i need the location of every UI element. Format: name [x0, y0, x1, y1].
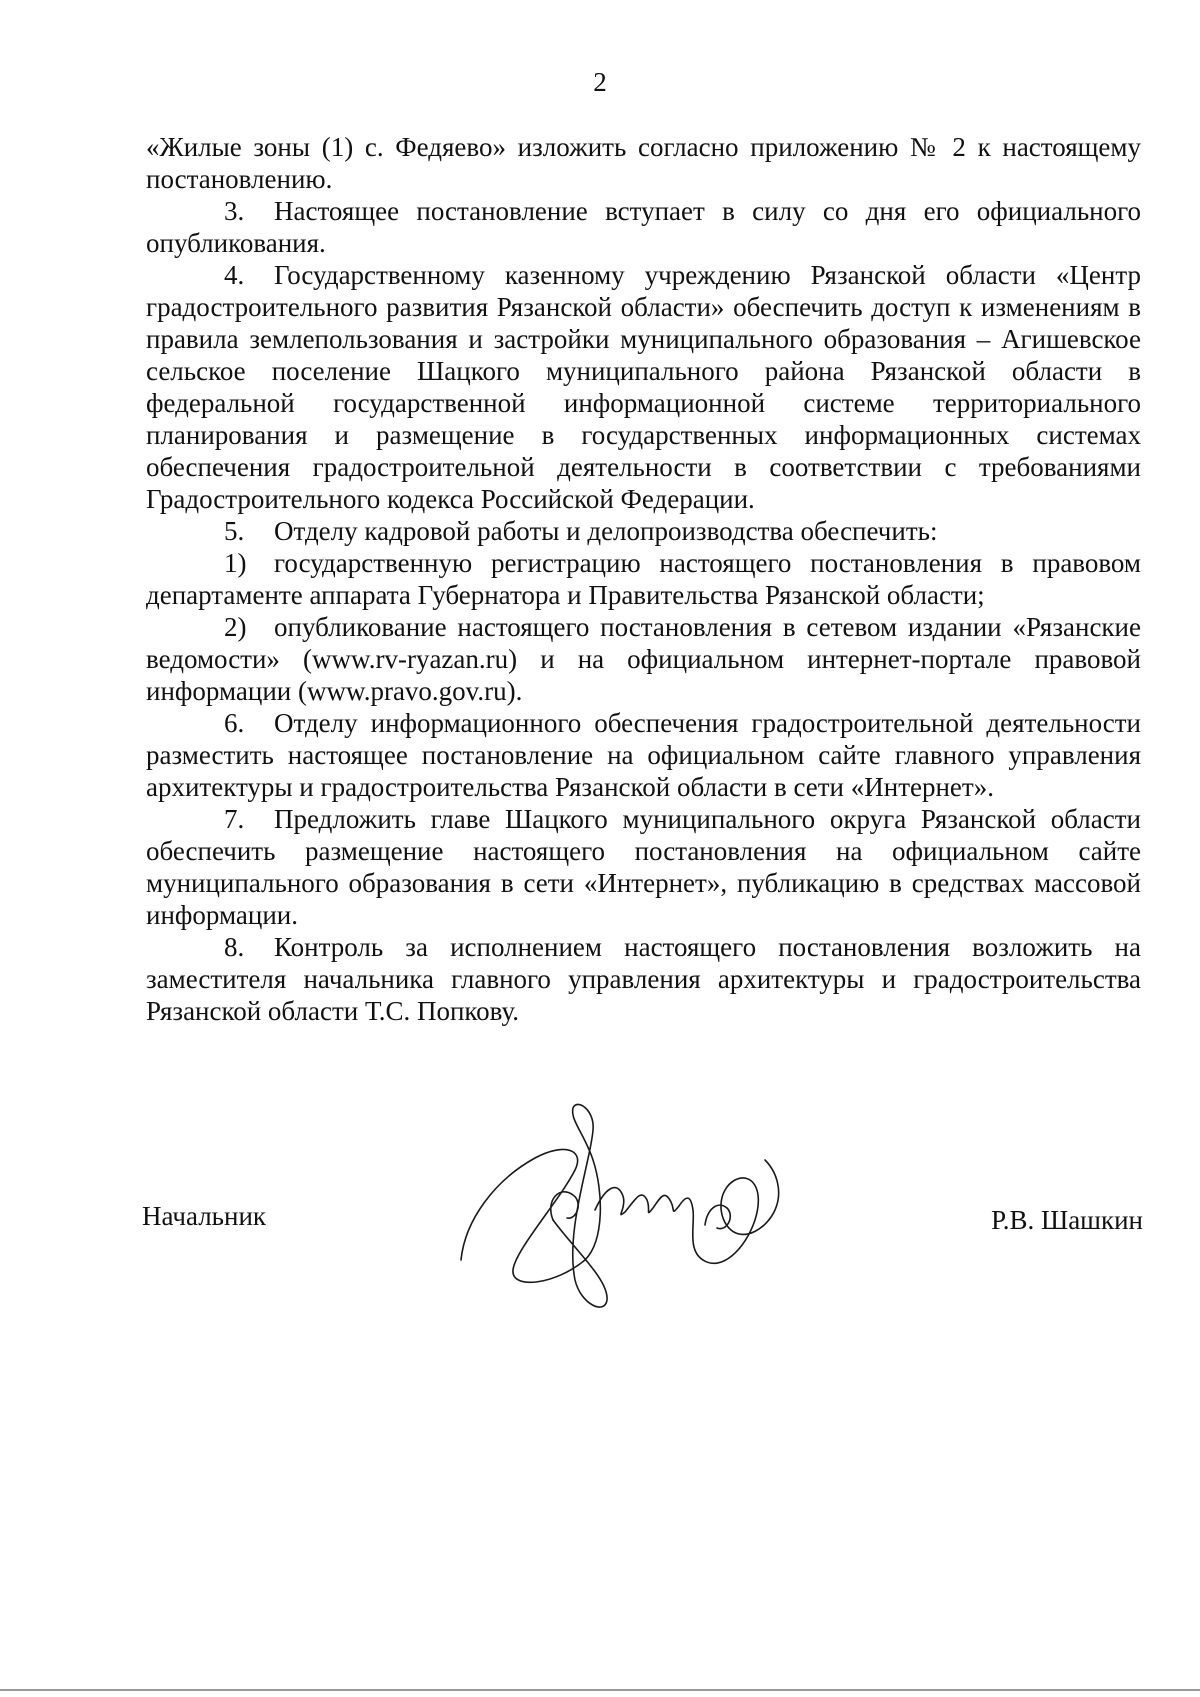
- paragraph-7: [146, 803, 1141, 931]
- paragraph-8: [146, 931, 1141, 1027]
- paragraph-number: 8.: [224, 932, 245, 962]
- subparagraph-text: государственную регистрацию настоящего постановления в правовом департаменте аппарата Губернатора и Правительства Рязанской области;: [146, 548, 1141, 610]
- document-body: [146, 131, 1141, 1027]
- paragraph-number: 3.: [224, 196, 245, 226]
- paragraph-text: Контроль за исполнением настоящего постановления возложить на заместителя начальника главного управления архитектуры и градостроительства Рязанской области Т.С. Попкову.: [146, 932, 1141, 1026]
- paragraph-number: 5.: [224, 516, 245, 546]
- paragraph-text: Отделу кадровой работы и делопроизводства обеспечить:: [274, 516, 938, 546]
- paragraph-text: Государственному казенному учреждению Рязанской области «Центр градостроительного развития Рязанской области» обеспечить доступ к изменениям в правила землепользования и застройки муниципального образования – Агишевское сельское поселение Шацкого муниципального района Рязанской области в федеральной государственной информационной системе территориального планирования и размещение в государственных информационных системах обеспечения градостроительной деятельности в соответствии с требованиями Градостроительного кодекса Российской Федерации.: [146, 260, 1141, 514]
- paragraph-continuation: «Жилые зоны (1) с. Федяево» изложить согласно приложению № 2 к настоящему постановлению.: [146, 132, 1141, 194]
- subparagraph-5-2: [146, 611, 1141, 707]
- signatory-title: Начальник: [142, 1201, 267, 1231]
- paragraph-text: Предложить главе Шацкого муниципального округа Рязанской области обеспечить размещение настоящего постановления на официальном сайте муниципального образования в сети «Интернет», публикацию в средствах массовой информации.: [146, 804, 1141, 930]
- paragraph-number: 7.: [224, 804, 245, 834]
- page-number: 2: [593, 67, 607, 97]
- subparagraph-number: 1): [224, 548, 247, 578]
- paragraph-4: [146, 259, 1141, 515]
- paragraph-3: [146, 195, 1141, 259]
- page-bottom-edge: [0, 1689, 1200, 1691]
- subparagraph-5-1: [146, 547, 1141, 611]
- paragraph-6: [146, 707, 1141, 803]
- paragraph-text: Отделу информационного обеспечения градостроительной деятельности разместить настоящее постановление на официальном сайте главного управления архитектуры и градостроительства Рязанской области в сети «Интернет».: [146, 708, 1141, 802]
- paragraph-text: Настоящее постановление вступает в силу со дня его официального опубликования.: [146, 196, 1141, 258]
- subparagraph-text: опубликование настоящего постановления в сетевом издании «Рязанские ведомости» (www.rv-ryazan.ru) и на официальном интернет-портале правовой информации (www.pravo.gov.ru).: [146, 612, 1141, 706]
- paragraph-number: 6.: [224, 708, 245, 738]
- signatory-name: Р.В. Шашкин: [991, 1205, 1143, 1235]
- paragraph-5: [146, 515, 1141, 547]
- paragraph-number: 4.: [224, 260, 245, 290]
- handwritten-signature: [455, 1100, 790, 1320]
- subparagraph-number: 2): [224, 612, 247, 642]
